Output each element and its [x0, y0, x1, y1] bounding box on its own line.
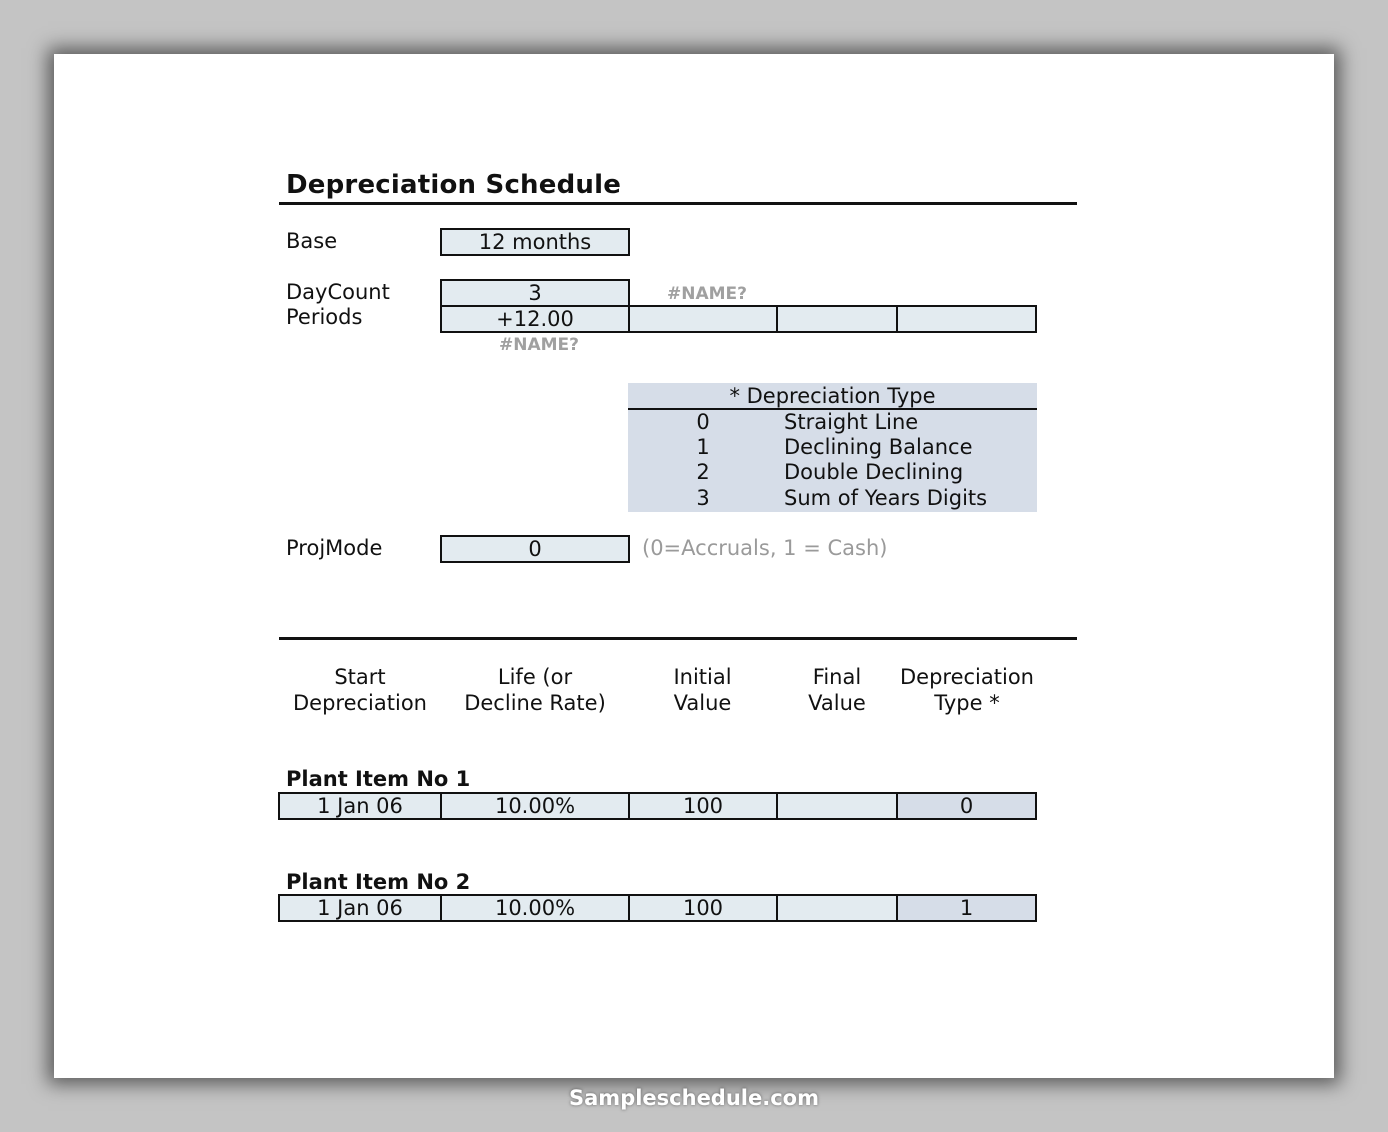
column-header-initial	[640, 664, 765, 716]
item-type-input[interactable]: 1	[896, 894, 1037, 922]
periods-cell-3[interactable]	[776, 305, 898, 333]
periods-label: Periods	[286, 305, 363, 329]
legend-name: Straight Line	[784, 410, 919, 434]
plant-item-title: Plant Item No 2	[286, 870, 471, 894]
column-header-life	[450, 664, 620, 716]
projmode-note: (0=Accruals, 1 = Cash)	[642, 536, 888, 560]
title-rule	[279, 202, 1077, 205]
item-final-input[interactable]	[776, 894, 898, 922]
column-header-line: Life (or	[497, 665, 573, 689]
item-start-input[interactable]: 1 Jan 06	[278, 894, 442, 922]
projmode-label: ProjMode	[286, 536, 383, 560]
legend-name: Declining Balance	[784, 435, 973, 459]
column-header-line: Start	[334, 665, 386, 689]
item-initial-input[interactable]: 100	[628, 792, 778, 820]
legend-name: Sum of Years Digits	[784, 486, 988, 510]
depreciation-type-legend	[628, 383, 1037, 512]
daycount-error: #NAME?	[667, 284, 748, 304]
daycount-input[interactable]: 3	[440, 279, 630, 307]
legend-name: Double Declining	[784, 460, 964, 484]
column-header-line: Type *	[934, 691, 1000, 715]
periods-input[interactable]: +12.00	[440, 305, 630, 333]
document-page	[54, 54, 1334, 1078]
periods-error: #NAME?	[499, 335, 580, 355]
column-header-line: Decline Rate)	[464, 691, 606, 715]
column-header-line: Value	[673, 691, 732, 715]
item-life-input[interactable]: 10.00%	[440, 792, 630, 820]
column-header-final	[776, 664, 898, 716]
column-header-line: Depreciation	[293, 691, 427, 715]
section-rule	[279, 637, 1077, 640]
legend-code: 2	[696, 460, 710, 484]
projmode-input[interactable]: 0	[440, 535, 630, 563]
legend-header: * Depreciation Type	[729, 384, 936, 408]
legend-code: 0	[696, 410, 710, 434]
column-header-line: Value	[808, 691, 866, 715]
plant-item-title: Plant Item No 1	[286, 767, 471, 791]
item-initial-input[interactable]: 100	[628, 894, 778, 922]
item-life-input[interactable]: 10.00%	[440, 894, 630, 922]
base-label: Base	[286, 229, 338, 253]
periods-cell-2[interactable]	[628, 305, 778, 333]
item-final-input[interactable]	[776, 792, 898, 820]
column-header-line: Initial	[673, 665, 732, 689]
page-title: Depreciation Schedule	[286, 170, 622, 200]
watermark: Sampleschedule.com	[569, 1086, 819, 1110]
column-header-start	[285, 664, 435, 716]
column-header-line: Depreciation	[900, 665, 1034, 689]
column-header-type	[892, 664, 1042, 716]
column-header-line: Final	[812, 665, 862, 689]
item-start-input[interactable]: 1 Jan 06	[278, 792, 442, 820]
periods-cell-4[interactable]	[896, 305, 1037, 333]
legend-code: 3	[696, 486, 710, 510]
legend-code: 1	[696, 435, 710, 459]
base-input[interactable]: 12 months	[440, 228, 630, 256]
item-type-input[interactable]: 0	[896, 792, 1037, 820]
daycount-label: DayCount	[286, 280, 390, 304]
